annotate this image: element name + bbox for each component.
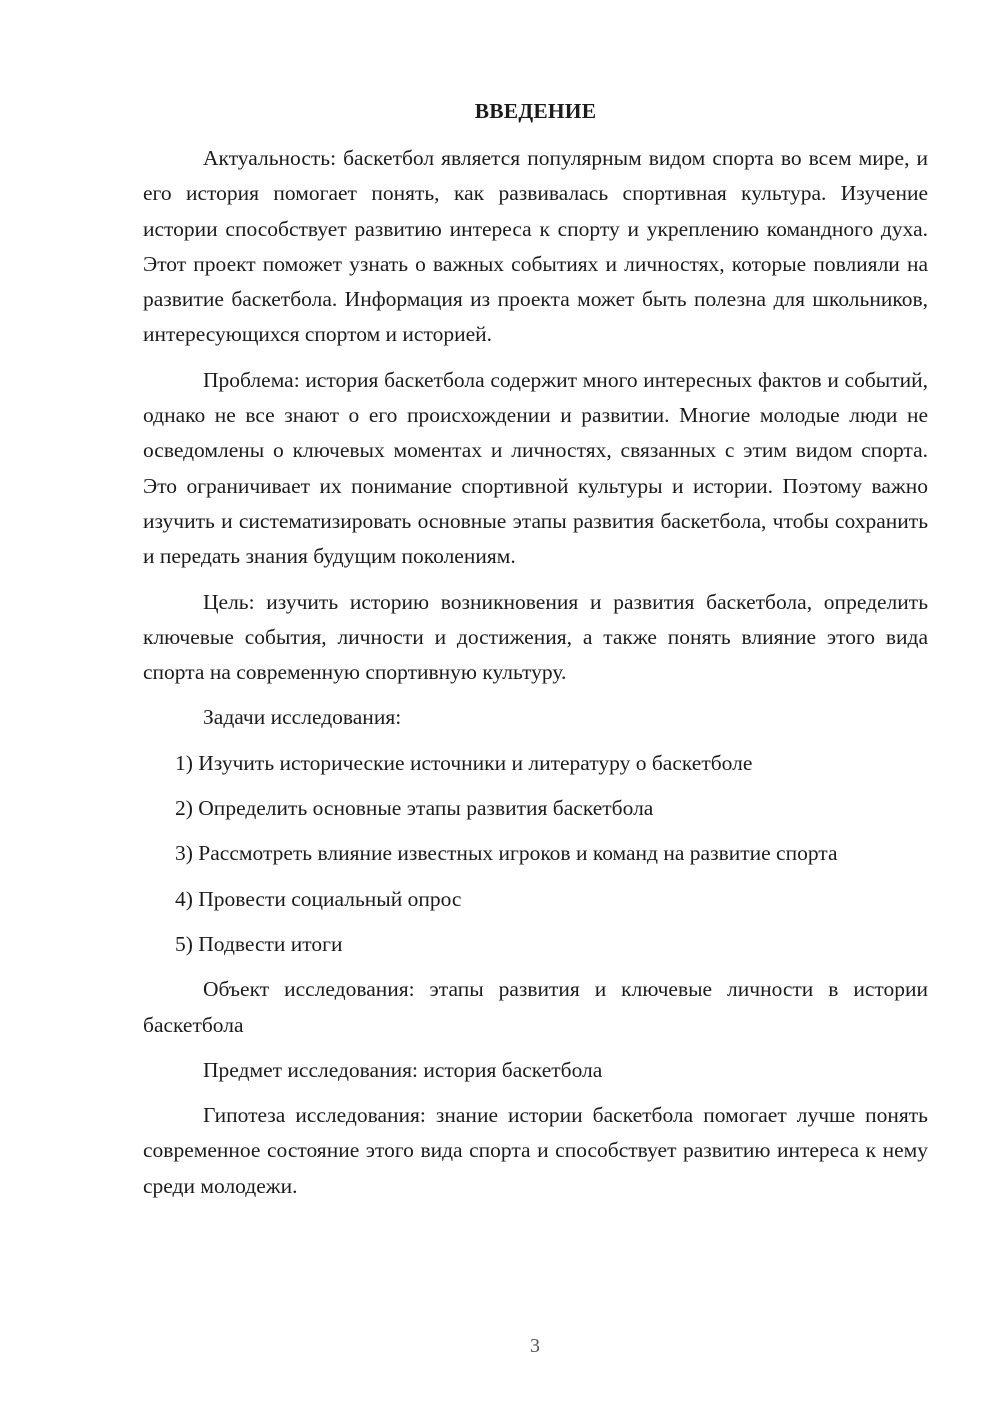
paragraph-tasks-heading: Задачи исследования: [203, 705, 402, 730]
paragraph-subject: Предмет исследования: история баскетбола [203, 1057, 603, 1082]
paragraph-goal: Цель: изучить историю возникновения и развития баскетбола, определить ключевые события, личности и достижения, а также понять влияние этого вида спорта на современную спортивную культуру. [143, 589, 928, 685]
paragraph-problem: Проблема: история баскетбола содержит много интересных фактов и событий, однако не все знают о его происхождении и развитии. Многие молодые люди не осведомлены о ключевых моментах и личностях, связанных с этим видом спорта. Это ограничивает их понимание спортивной культуры и истории. Поэтому важно изучить и систематизировать основные этапы развития баскетбола, чтобы сохранить и передать знания будущим поколениям. [143, 367, 928, 569]
page-number: 3 [530, 1335, 540, 1357]
task-item-3: 3) Рассмотреть влияние известных игроков и команд на развитие спорта [175, 841, 838, 866]
document-body [143, 95, 928, 1214]
task-item-2: 2) Определить основные этапы развития баскетбола [175, 796, 654, 821]
task-item-5: 5) Подвести итоги [175, 931, 343, 956]
paragraph-object: Объект исследования: этапы развития и ключевые личности в истории баскетбола [143, 977, 928, 1037]
paragraph-relevance: Актуальность: баскетбол является популярным видом спорта во всем мире, и его история помогает понять, как развивалась спортивная культура. Изучение истории способствует развитию интереса к спорту и укреплению командного духа. Этот проект поможет узнать о важных событиях и личностях, которые повлияли на развитие баскетбола. Информация из проекта может быть полезна для школьников, интересующихся спортом и историей. [143, 146, 928, 347]
page-title: ВВЕДЕНИЕ [474, 99, 597, 123]
task-item-1: 1) Изучить исторические источники и литературу о баскетболе [175, 750, 753, 775]
paragraph-hypothesis: Гипотеза исследования: знание истории баскетбола помогает лучше понять современное состояние этого вида спорта и способствует развитию интереса к нему среди молодежи. [143, 1103, 928, 1198]
task-item-4: 4) Провести социальный опрос [175, 886, 462, 911]
